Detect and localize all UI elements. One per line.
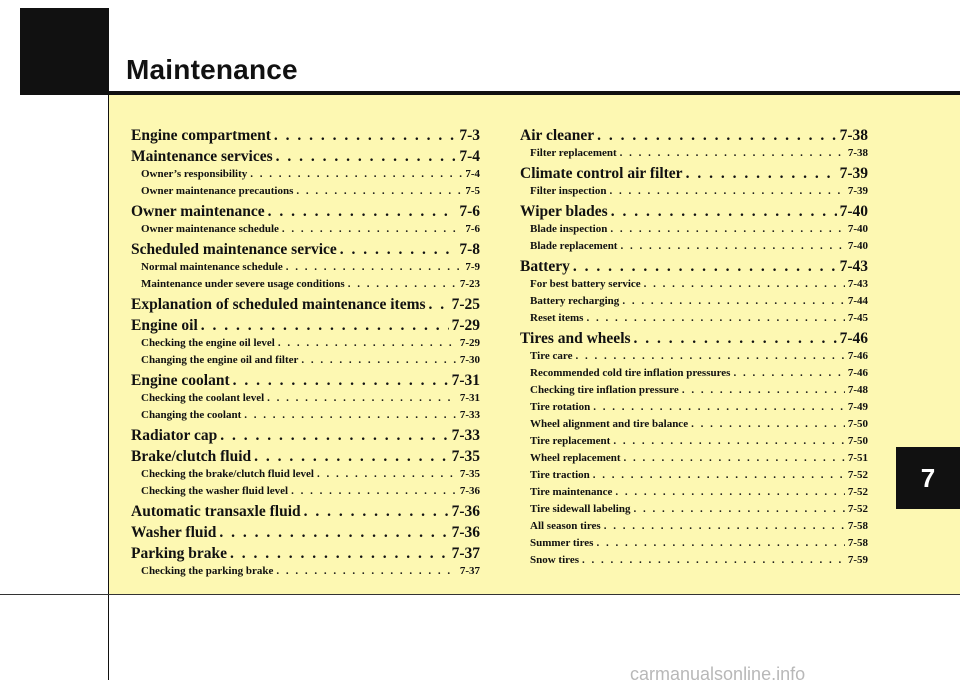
- chapter-tab[interactable]: 7: [896, 447, 960, 509]
- toc-entry-page: 7-38: [839, 127, 868, 144]
- toc-subsection-entry[interactable]: [131, 563, 480, 580]
- toc-entry-label: Engine coolant: [131, 372, 230, 389]
- toc-entry-label: Air cleaner: [520, 127, 595, 144]
- toc-entry-page: 7-31: [459, 392, 480, 404]
- toc-entry-label: Snow tires: [530, 554, 579, 566]
- toc-entry-page: 7-9: [465, 261, 480, 273]
- toc-leader-dots: [291, 483, 457, 500]
- toc-leader-dots: [276, 563, 457, 580]
- toc-leader-dots: [682, 382, 845, 399]
- toc-entry-label: Checking the brake/clutch fluid level: [141, 468, 314, 480]
- toc-leader-dots: [582, 552, 845, 569]
- toc-leader-dots: [691, 416, 845, 433]
- toc-entry-page: 7-8: [459, 241, 480, 258]
- toc-subsection-entry[interactable]: [520, 145, 868, 162]
- toc-entry-page: 7-50: [847, 418, 868, 430]
- toc-entry-page: 7-6: [459, 203, 480, 220]
- toc-entry-label: Reset items: [530, 312, 584, 324]
- toc-leader-dots: [317, 466, 457, 483]
- footer-rule: [0, 594, 960, 595]
- toc-subsection-entry[interactable]: [131, 221, 480, 238]
- toc-leader-dots: [611, 202, 837, 221]
- toc-subsection-entry[interactable]: [131, 183, 480, 200]
- toc-entry-label: Explanation of scheduled maintenance items: [131, 296, 426, 313]
- toc-entry-page: 7-29: [459, 337, 480, 349]
- toc-subsection-entry[interactable]: [520, 399, 868, 416]
- toc-entry-page: 7-43: [847, 278, 868, 290]
- toc-leader-dots: [278, 335, 457, 352]
- toc-section-entry[interactable]: [131, 126, 480, 145]
- toc-entry-label: Climate control air filter: [520, 165, 683, 182]
- toc-entry-label: Recommended cold tire inflation pressures: [530, 367, 731, 379]
- toc-section-entry[interactable]: [520, 257, 868, 276]
- toc-entry-label: Summer tires: [530, 537, 594, 549]
- toc-entry-page: 7-5: [465, 185, 480, 197]
- toc-entry-page: 7-33: [459, 409, 480, 421]
- toc-leader-dots: [219, 523, 448, 542]
- toc-entry-label: Owner maintenance schedule: [141, 223, 279, 235]
- toc-subsection-entry[interactable]: [520, 238, 868, 255]
- toc-section-entry[interactable]: [131, 371, 480, 390]
- toc-entry-page: 7-48: [847, 384, 868, 396]
- toc-entry-label: Checking the washer fluid level: [141, 485, 289, 497]
- toc-section-entry[interactable]: [131, 295, 480, 314]
- toc-subsection-entry[interactable]: [131, 390, 480, 407]
- toc-subsection-entry[interactable]: [520, 293, 868, 310]
- toc-entry-label: Wheel alignment and tire balance: [530, 418, 689, 430]
- toc-subsection-entry[interactable]: [131, 276, 480, 293]
- toc-entry-page: 7-4: [465, 168, 480, 180]
- toc-entry-label: Tire sidewall labeling: [530, 503, 631, 515]
- toc-entry-label: Changing the engine oil and filter: [141, 354, 299, 366]
- toc-entry-label: Brake/clutch fluid: [131, 448, 252, 465]
- toc-entry-page: 7-52: [847, 503, 868, 515]
- toc-entry-label: Filter replacement: [530, 147, 617, 159]
- toc-entry-page: 7-33: [451, 427, 480, 444]
- toc-leader-dots: [286, 259, 463, 276]
- toc-entry-label: Wiper blades: [520, 203, 608, 220]
- toc-entry-label: For best battery service: [530, 278, 641, 290]
- toc-entry-label: Tire traction: [530, 469, 590, 481]
- toc-subsection-entry[interactable]: [131, 407, 480, 424]
- toc-entry-page: 7-44: [847, 295, 868, 307]
- toc-leader-dots: [282, 221, 462, 238]
- toc-leader-dots: [620, 238, 844, 255]
- toc-entry-label: Checking the parking brake: [141, 565, 274, 577]
- toc-entry-page: 7-49: [847, 401, 868, 413]
- toc-section-entry[interactable]: [131, 426, 480, 445]
- toc-entry-page: 7-39: [839, 165, 868, 182]
- toc-subsection-entry[interactable]: [131, 335, 480, 352]
- toc-leader-dots: [644, 276, 845, 293]
- toc-subsection-entry[interactable]: [520, 450, 868, 467]
- toc-leader-dots: [276, 147, 457, 166]
- toc-entry-label: Blade inspection: [530, 223, 608, 235]
- toc-entry-page: 7-25: [451, 296, 480, 313]
- toc-entry-page: 7-4: [459, 148, 480, 165]
- toc-section-entry[interactable]: [131, 147, 480, 166]
- toc-entry-page: 7-35: [459, 468, 480, 480]
- toc-leader-dots: [301, 352, 456, 369]
- toc-leader-dots: [575, 348, 844, 365]
- toc-entry-page: 7-39: [847, 185, 868, 197]
- toc-leader-dots: [634, 329, 837, 348]
- toc-entry-page: 7-46: [847, 367, 868, 379]
- toc-leader-dots: [604, 518, 845, 535]
- toc-subsection-entry[interactable]: [520, 221, 868, 238]
- toc-section-entry[interactable]: [131, 544, 480, 563]
- toc-entry-label: Checking the engine oil level: [141, 337, 275, 349]
- toc-entry-label: Tire rotation: [530, 401, 591, 413]
- toc-entry-page: 7-50: [847, 435, 868, 447]
- toc-leader-dots: [429, 295, 449, 314]
- toc-leader-dots: [250, 166, 462, 183]
- toc-leader-dots: [593, 399, 845, 416]
- toc-leader-dots: [220, 426, 448, 445]
- toc-entry-label: Wheel replacement: [530, 452, 621, 464]
- toc-entry-page: 7-29: [451, 317, 480, 334]
- toc-section-entry[interactable]: [520, 126, 868, 145]
- toc-entry-label: Scheduled maintenance service: [131, 241, 337, 258]
- toc-section-entry[interactable]: [520, 202, 868, 221]
- toc-entry-page: 7-37: [451, 545, 480, 562]
- toc-entry-label: Automatic transaxle fluid: [131, 503, 301, 520]
- page-title: Maintenance: [126, 54, 298, 85]
- toc-entry-page: 7-40: [847, 223, 868, 235]
- toc-leader-dots: [254, 447, 448, 466]
- toc-leader-dots: [340, 240, 457, 259]
- toc-entry-page: 7-38: [847, 147, 868, 159]
- toc-leader-dots: [244, 407, 457, 424]
- toc-entry-label: Owner’s responsibility: [141, 168, 248, 180]
- toc-entry-label: Filter inspection: [530, 185, 607, 197]
- toc-entry-page: 7-52: [847, 469, 868, 481]
- toc-entry-page: 7-46: [847, 350, 868, 362]
- toc-entry-label: Owner maintenance precautions: [141, 185, 294, 197]
- toc-subsection-entry[interactable]: [520, 416, 868, 433]
- toc-entry-label: Radiator cap: [131, 427, 218, 444]
- toc-subsection-entry[interactable]: [520, 276, 868, 293]
- toc-entry-page: 7-30: [459, 354, 480, 366]
- toc-subsection-entry[interactable]: [131, 466, 480, 483]
- toc-entry-page: 7-40: [839, 203, 868, 220]
- margin-line: [108, 8, 109, 680]
- toc-entry-page: 7-35: [451, 448, 480, 465]
- toc-subsection-entry[interactable]: [131, 483, 480, 500]
- toc-leader-dots: [615, 484, 844, 501]
- toc-leader-dots: [596, 535, 844, 552]
- toc-leader-dots: [233, 371, 449, 390]
- watermark: carmanualsonline.info: [630, 664, 806, 684]
- toc-subsection-entry[interactable]: [520, 183, 868, 200]
- toc-leader-dots: [573, 257, 837, 276]
- toc-section-entry[interactable]: [131, 502, 480, 521]
- toc-section-entry[interactable]: [131, 447, 480, 466]
- toc-entry-page: 7-23: [459, 278, 480, 290]
- toc-leader-dots: [686, 164, 837, 183]
- toc-subsection-entry[interactable]: [520, 535, 868, 552]
- toc-entry-label: Engine compartment: [131, 127, 271, 144]
- toc-entry-page: 7-36: [451, 524, 480, 541]
- toc-subsection-entry[interactable]: [131, 259, 480, 276]
- toc-subsection-entry[interactable]: [520, 501, 868, 518]
- toc-entry-page: 7-58: [847, 537, 868, 549]
- toc-leader-dots: [613, 433, 844, 450]
- toc-entry-label: Checking tire inflation pressure: [530, 384, 679, 396]
- toc-leader-dots: [348, 276, 457, 293]
- toc-section-entry[interactable]: [131, 316, 480, 335]
- toc-entry-label: Tires and wheels: [520, 330, 631, 347]
- toc-subsection-entry[interactable]: [520, 433, 868, 450]
- toc-leader-dots: [586, 310, 844, 327]
- toc-leader-dots: [733, 365, 844, 382]
- toc-entry-label: Maintenance under severe usage conditions: [141, 278, 345, 290]
- toc-entry-page: 7-46: [839, 330, 868, 347]
- toc-leader-dots: [610, 221, 845, 238]
- toc-section-entry[interactable]: [520, 329, 868, 348]
- toc-subsection-entry[interactable]: [520, 552, 868, 569]
- toc-leader-dots: [593, 467, 845, 484]
- toc-section-entry[interactable]: [131, 240, 480, 259]
- toc-entry-page: 7-40: [847, 240, 868, 252]
- toc-column-right: [520, 124, 868, 569]
- toc-leader-dots: [304, 502, 449, 521]
- toc-entry-label: Checking the coolant level: [141, 392, 265, 404]
- toc-leader-dots: [201, 316, 449, 335]
- toc-entry-page: 7-59: [847, 554, 868, 566]
- toc-entry-label: Changing the coolant: [141, 409, 242, 421]
- toc-entry-label: Maintenance services: [131, 148, 273, 165]
- toc-entry-label: Tire care: [530, 350, 573, 362]
- toc-subsection-entry[interactable]: [520, 348, 868, 365]
- header-black-block: [20, 8, 108, 94]
- toc-leader-dots: [597, 126, 836, 145]
- toc-column-left: [131, 124, 480, 580]
- toc-entry-page: 7-51: [847, 452, 868, 464]
- toc-entry-label: Blade replacement: [530, 240, 618, 252]
- toc-entry-page: 7-3: [459, 127, 480, 144]
- toc-leader-dots: [633, 501, 844, 518]
- toc-entry-label: All season tires: [530, 520, 601, 532]
- toc-entry-page: 7-37: [459, 565, 480, 577]
- toc-entry-page: 7-36: [451, 503, 480, 520]
- toc-entry-label: Tire maintenance: [530, 486, 613, 498]
- toc-subsection-entry[interactable]: [520, 484, 868, 501]
- toc-leader-dots: [624, 450, 845, 467]
- toc-leader-dots: [268, 202, 457, 221]
- toc-leader-dots: [296, 183, 462, 200]
- toc-entry-page: 7-58: [847, 520, 868, 532]
- toc-entry-label: Parking brake: [131, 545, 228, 562]
- toc-leader-dots: [274, 126, 456, 145]
- toc-subsection-entry[interactable]: [520, 365, 868, 382]
- toc-subsection-entry[interactable]: [520, 382, 868, 399]
- toc-section-entry[interactable]: [131, 523, 480, 542]
- toc-entry-label: Battery: [520, 258, 570, 275]
- toc-entry-label: Battery recharging: [530, 295, 620, 307]
- toc-section-entry[interactable]: [520, 164, 868, 183]
- toc-entry-page: 7-52: [847, 486, 868, 498]
- toc-entry-page: 7-31: [451, 372, 480, 389]
- toc-entry-label: Engine oil: [131, 317, 198, 334]
- toc-entry-page: 7-6: [465, 223, 480, 235]
- toc-leader-dots: [622, 293, 845, 310]
- toc-leader-dots: [267, 390, 457, 407]
- toc-subsection-entry[interactable]: [520, 467, 868, 484]
- toc-subsection-entry[interactable]: [520, 310, 868, 327]
- toc-entry-page: 7-45: [847, 312, 868, 324]
- toc-entry-label: Owner maintenance: [131, 203, 265, 220]
- toc-leader-dots: [230, 544, 449, 563]
- toc-section-entry[interactable]: [131, 202, 480, 221]
- toc-subsection-entry[interactable]: [520, 518, 868, 535]
- toc-entry-label: Tire replacement: [530, 435, 611, 447]
- toc-entry-label: Washer fluid: [131, 524, 217, 541]
- toc-subsection-entry[interactable]: [131, 166, 480, 183]
- toc-entry-page: 7-43: [839, 258, 868, 275]
- toc-entry-label: Normal maintenance schedule: [141, 261, 283, 273]
- toc-subsection-entry[interactable]: [131, 352, 480, 369]
- toc-entry-page: 7-36: [459, 485, 480, 497]
- toc-leader-dots: [620, 145, 845, 162]
- toc-leader-dots: [609, 183, 844, 200]
